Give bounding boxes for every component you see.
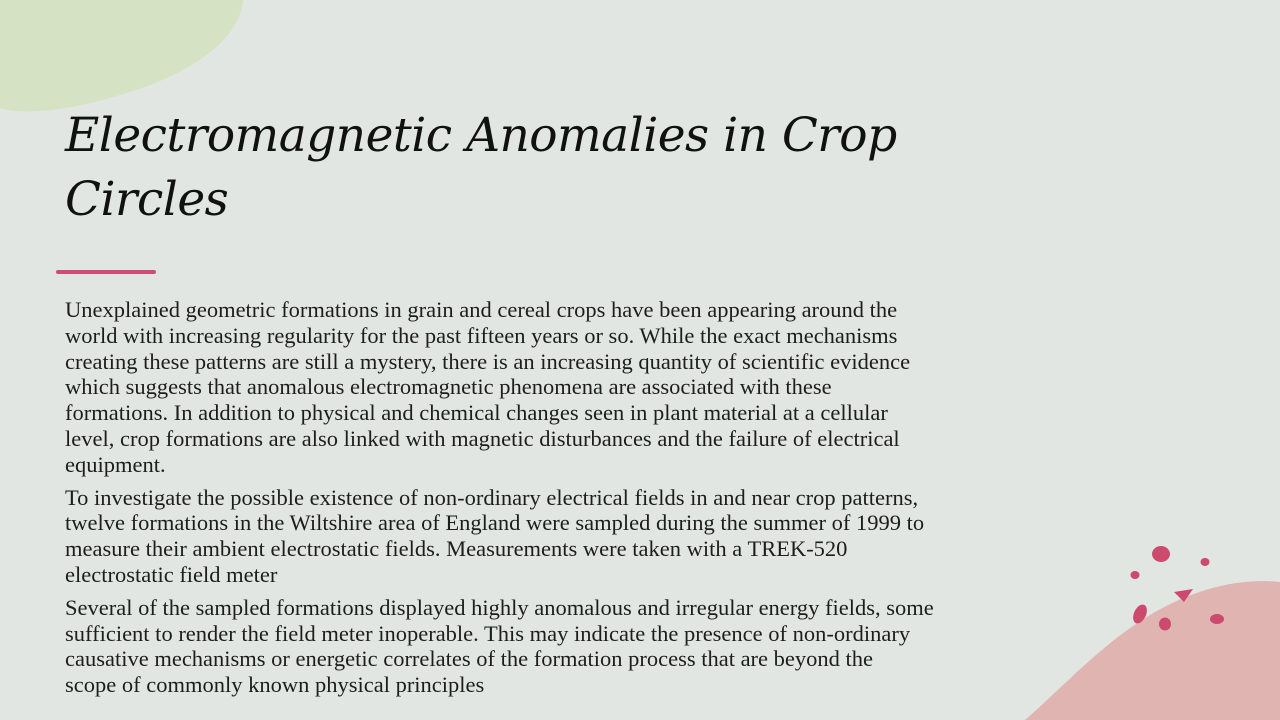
title-accent-line xyxy=(56,270,156,274)
text-line: Several of the sampled formations displayed highly anomalous and irregular energy fields, some xyxy=(65,594,934,620)
text-line: formations. In addition to physical and chemical changes seen in plant material at a cellular xyxy=(65,400,888,426)
dot xyxy=(1131,571,1140,579)
text-line: scope of commonly known physical principles xyxy=(65,672,485,698)
title-line-1: Electromagnetic Anomalies in Crop xyxy=(65,108,897,163)
text-line: electrostatic field meter xyxy=(65,561,278,587)
paragraph-method xyxy=(65,485,1065,588)
text-line: equipment. xyxy=(65,451,166,477)
green-corner-blob xyxy=(0,0,243,112)
text-line: sufficient to render the field meter inoperable. This may indicate the presence of non-ordinary xyxy=(65,620,911,646)
dot xyxy=(1159,618,1171,631)
paragraph-intro xyxy=(65,297,1065,478)
slide-body xyxy=(65,297,1065,705)
text-line: level, crop formations are also linked with magnetic disturbances and the failure of electrical xyxy=(65,425,900,451)
text-line: world with increasing regularity for the past fifteen years or so. While the exact mechanisms xyxy=(65,322,898,348)
text-line: creating these patterns are still a mystery, there is an increasing quantity of scientific evidence xyxy=(65,348,911,374)
text-line: To investigate the possible existence of non-ordinary electrical fields in and near crop patterns, xyxy=(65,484,919,510)
text-line: Unexplained geometric formations in grain and cereal crops have been appearing around the xyxy=(65,297,898,322)
text-line: twelve formations in the Wiltshire area of England were sampled during the summer of 1999 to xyxy=(65,510,925,536)
paragraph-findings xyxy=(65,595,1065,698)
text-line: measure their ambient electrostatic fields. Measurements were taken with a TREK-520 xyxy=(65,536,848,562)
slide-title xyxy=(65,104,945,232)
text-line: which suggests that anomalous electromagnetic phenomena are associated with these xyxy=(65,374,832,400)
title-line-2: Circles xyxy=(65,172,229,227)
dot xyxy=(1210,614,1224,624)
dot xyxy=(1201,558,1210,566)
text-line: causative mechanisms or energetic correlates of the formation process that are beyond the xyxy=(65,646,874,672)
dot xyxy=(1152,546,1170,562)
